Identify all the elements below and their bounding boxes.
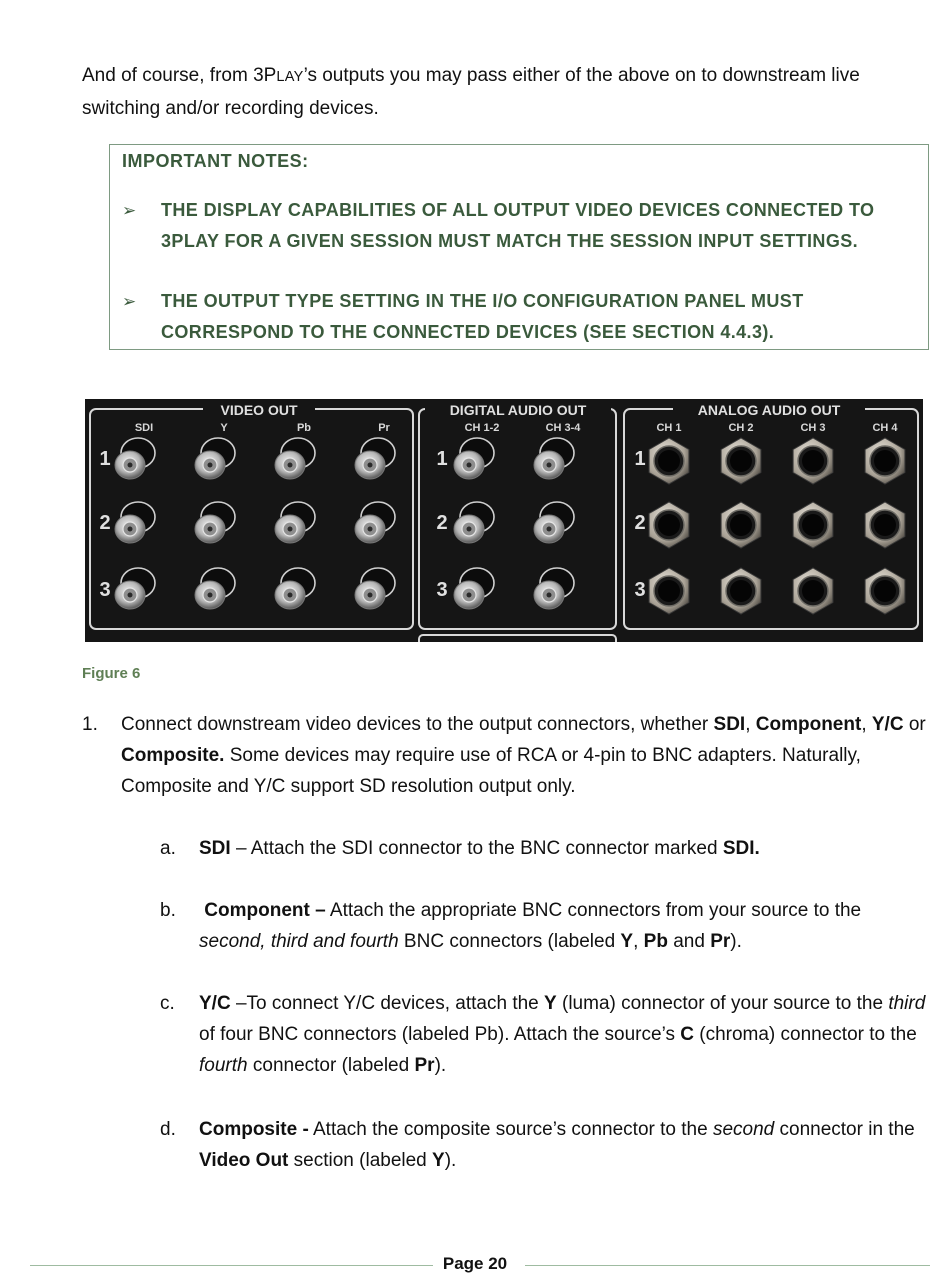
row-number: 2 xyxy=(634,512,646,534)
intro-paragraph xyxy=(82,60,922,124)
sub-step-letter: b. xyxy=(160,900,176,921)
step-1 xyxy=(82,709,932,802)
note-text: THE OUTPUT TYPE SETTING IN THE I/O CONFIGURATION PANEL MUST CORRESPOND TO THE CONNECTED DEVICES (SEE SECTION 4.4.3). xyxy=(161,291,804,342)
page-number: Page 20 xyxy=(0,1254,950,1274)
sub-step-d xyxy=(160,1114,930,1176)
digital-audio-label: DIGITAL AUDIO OUT xyxy=(449,402,587,418)
arrow-bullet-icon: ➢ xyxy=(122,292,137,311)
step-1-text: Connect downstream video devices to the output connectors, whether SDI, Component, Y/C or Composite. Some devices may require use of RCA or 4-pin to BNC adapters. Naturally, Composite and Y/C support SD resolution output only. xyxy=(121,714,926,797)
sub-step-text: SDI – Attach the SDI connector to the BNC connector marked SDI. xyxy=(199,838,760,859)
note-text: THE DISPLAY CAPABILITIES OF ALL OUTPUT VIDEO DEVICES CONNECTED TO 3PLAY FOR A GIVEN SESSION MUST MATCH THE SESSION INPUT SETTINGS. xyxy=(161,200,875,251)
row-number: 3 xyxy=(99,579,111,601)
sub-step-letter: a. xyxy=(160,838,176,859)
sub-step-b xyxy=(160,895,930,957)
col-label: CH 1-2 xyxy=(464,422,500,434)
row-number: 1 xyxy=(436,448,448,470)
intro-text-2: ’s outputs you may pass either of the above on to downstream live switching and/or recording devices. xyxy=(82,65,860,119)
row-number: 3 xyxy=(634,579,646,601)
sub-step-a xyxy=(160,833,930,864)
intro-text-1: And of course, from 3P xyxy=(82,65,277,86)
row-number: 2 xyxy=(436,512,448,534)
sub-step-letter: c. xyxy=(160,993,175,1014)
notes-title: IMPORTANT NOTES: xyxy=(122,151,309,171)
col-label: SDI xyxy=(134,422,154,434)
note-item xyxy=(122,286,917,348)
important-notes-box xyxy=(109,144,929,350)
step-number: 1. xyxy=(82,714,98,735)
sub-step-text: Composite - Attach the composite source’s connector to the second connector in the Video Out section (labeled Y). xyxy=(199,1119,915,1171)
row-number: 3 xyxy=(436,579,448,601)
col-label: CH 3 xyxy=(800,422,826,434)
sub-step-letter: d. xyxy=(160,1119,176,1140)
arrow-bullet-icon: ➢ xyxy=(122,201,137,220)
figure-caption: Figure 6 xyxy=(82,665,141,682)
row-number: 1 xyxy=(99,448,111,470)
col-label: CH 4 xyxy=(872,422,898,434)
col-label: CH 3-4 xyxy=(545,422,581,434)
output-connector-panel-photo xyxy=(85,399,923,642)
note-item xyxy=(122,195,917,257)
analog-audio-label: ANALOG AUDIO OUT xyxy=(697,402,841,418)
col-label: Pr xyxy=(378,422,390,434)
row-number: 2 xyxy=(99,512,111,534)
col-label: Y xyxy=(220,422,228,434)
sub-step-text: Component – Attach the appropriate BNC connectors from your source to the second, third and fourth BNC connectors (labeled Y, Pb and Pr). xyxy=(199,900,862,952)
col-label: CH 1 xyxy=(656,422,682,434)
row-number: 1 xyxy=(634,448,646,470)
sub-step-text: Y/C –To connect Y/C devices, attach the Y (luma) connector of your source to the third of four BNC connectors (labeled Pb). Attach the source’s C (chroma) connector to the fourth connector (labeled Pr). xyxy=(199,993,926,1076)
video-out-label: VIDEO OUT xyxy=(220,402,298,418)
intro-smallcaps: LAY xyxy=(276,69,304,85)
col-label: Pb xyxy=(296,422,312,434)
col-label: CH 2 xyxy=(728,422,754,434)
sub-step-c xyxy=(160,988,930,1081)
